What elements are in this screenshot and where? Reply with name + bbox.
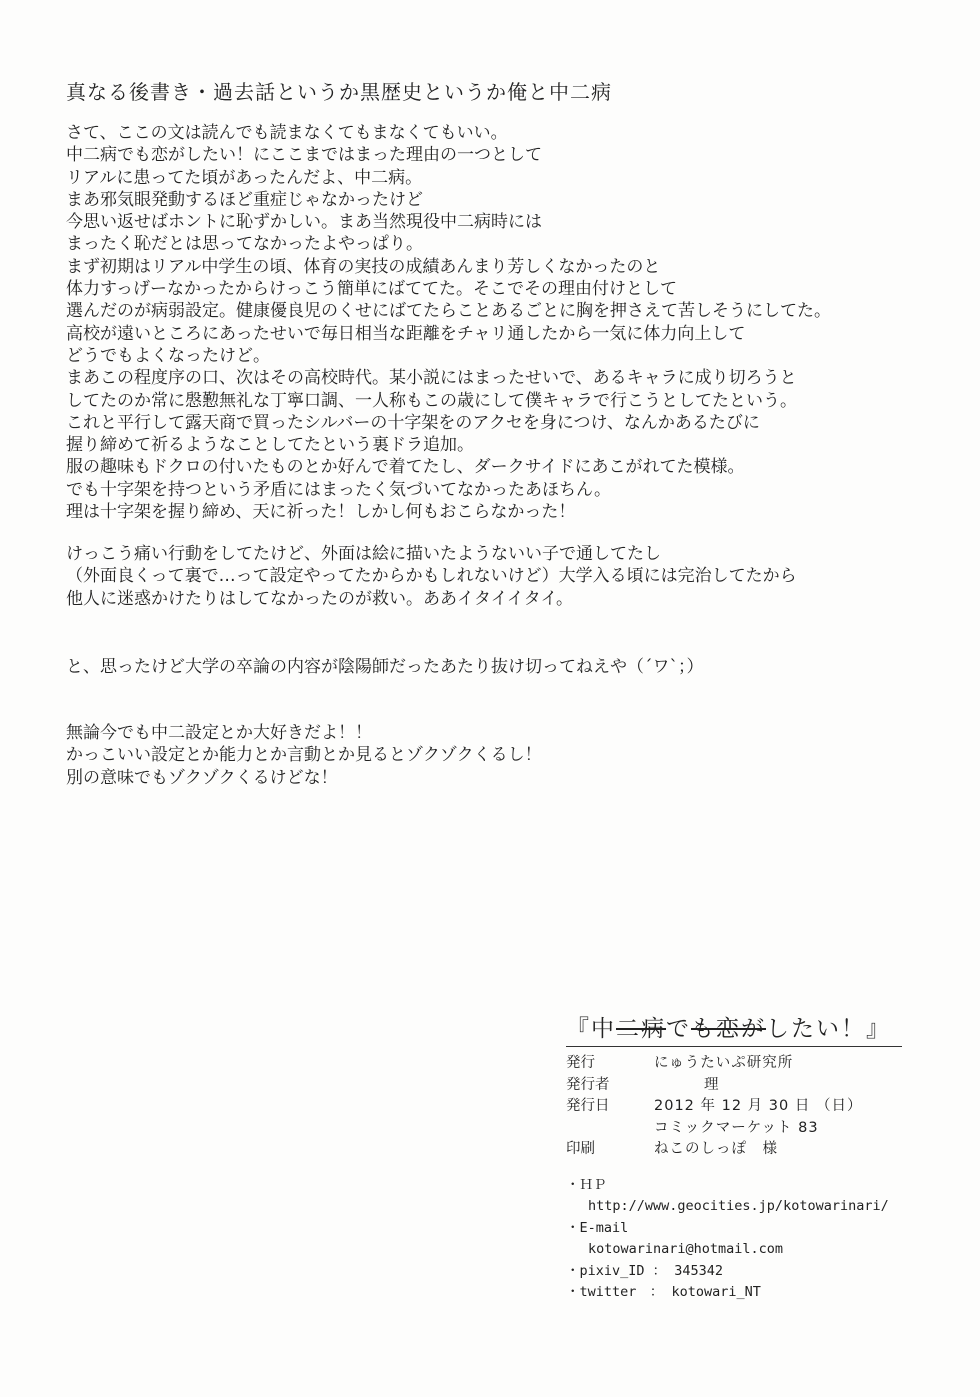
issuer-label: 発行者 <box>566 1076 610 1093</box>
publisher-label: 発行 <box>566 1055 595 1071</box>
text-line: 高校が遠いところにあったせいで毎日相当な距離をチャリ通したから一気に体力向上して <box>66 323 746 344</box>
issuer-value: 理 <box>704 1076 720 1093</box>
text-line: 無論今でも中二設定とか大好きだよ！！ <box>66 723 372 743</box>
text-line: 中二病でも恋がしたい！にここまではまった理由の一つとして <box>66 145 542 166</box>
hp-url: http://www.geocities.jp/kotowarinari/ <box>588 1198 889 1214</box>
text-line: まあ邪気眼発動するほど重症じゃなかったけど <box>66 189 423 210</box>
text-line: さて、ここの文は読んでも読まなくてもまなくてもいい。 <box>66 123 508 143</box>
text-line: リアルに患ってた頃があったんだよ、中二病。 <box>66 167 423 188</box>
date-label: 発行日 <box>566 1098 610 1114</box>
text-line: かっこいい設定とか能力とか言動とか見るとゾクゾクくるし！ <box>66 745 542 766</box>
contact-info <box>566 1175 966 1304</box>
text-line: してたのか常に慇懃無礼な丁寧口調、一人称もこの歳にして僕キャラで行こうとしてたという。 <box>66 390 797 411</box>
title-divider <box>566 1046 902 1047</box>
text-line: まず初期はリアル中学生の頃、体育の実技の成績あんまり芳しくなかったのと <box>66 256 661 277</box>
twitter-handle: ・twitter ： kotowari_NT <box>566 1284 761 1300</box>
text-line: けっこう痛い行動をしてたけど、外面は絵に描いたようないい子で通してたし <box>66 544 661 564</box>
text-line: まあこの程度序の口、次はその高校時代。某小説にはまったせいで、あるキャラに成り切ろうと <box>66 368 797 389</box>
title-struck-text: 二病 <box>616 1016 666 1042</box>
text-line: と、思ったけど大学の卒論の内容が陰陽師だったあたり抜け切ってねえや（´ワ`；） <box>66 657 704 677</box>
text-line: 体力すっげーなかったからけっこう簡単にばててた。そこでその理由付けとして <box>66 279 677 300</box>
issuer-row <box>566 1075 966 1097</box>
event-row <box>566 1118 966 1140</box>
paragraph-2 <box>66 543 797 610</box>
paragraph-4 <box>66 722 542 789</box>
paragraph-3 <box>66 656 704 678</box>
text-line: 理は十字架を握り締め、天に祈った！しかし何もおこらなかった！ <box>66 502 576 523</box>
email-label: ・E-mail <box>566 1219 629 1236</box>
text-line: まったく恥だとは思ってなかったよやっぱり。 <box>66 234 423 255</box>
text-line: （外面良くって裏で…って設定やってたからかもしれないけど）大学入る頃には完治してたから <box>66 566 797 587</box>
publisher-value: にゅうたいぷ研究所 <box>654 1055 794 1071</box>
hp-label: ・ＨＰ <box>566 1176 607 1193</box>
text-line: 服の趣味もドクロの付いたものとか好んで着てたし、ダークサイドにあこがれてた模様。 <box>66 457 745 478</box>
date-value: 2012 年 12 月 30 日 （日） <box>654 1098 863 1114</box>
text-line: 握り締めて祈るようなことしてたという裏ドラ追加。 <box>66 435 474 456</box>
date-row <box>566 1096 966 1118</box>
event-value: コミックマーケット 83 <box>654 1119 819 1136</box>
publisher-row <box>566 1053 966 1075</box>
title-struck-text: も恋が <box>691 1016 766 1042</box>
text-line: これと平行して露天商で買ったシルバーの十字架をのアクセを身につけ、なんかあるたびに <box>66 412 760 433</box>
text-line: 今思い返せばホントに恥ずかしい。まあ当然現役中二病時には <box>66 212 542 233</box>
book-title <box>566 1010 966 1044</box>
text-line: でも十字架を持つという矛盾にはまったく気づいてなかったあほちん。 <box>66 479 612 500</box>
print-row <box>566 1139 966 1161</box>
text-line: 他人に迷惑かけたりはしてなかったのが救い。ああイタイイタイ。 <box>66 588 573 609</box>
title-open: 『中 <box>566 1016 616 1042</box>
pixiv-id: ・pixiv_ID ： 345342 <box>566 1262 724 1279</box>
print-value: ねこのしっぽ 様 <box>654 1141 778 1157</box>
paragraph-1 <box>66 122 831 523</box>
title-close: したい！』 <box>766 1016 891 1042</box>
colophon <box>566 1010 966 1304</box>
print-label: 印刷 <box>566 1141 595 1157</box>
email-value: kotowarinari@hotmail.com <box>588 1241 784 1257</box>
text-line: 別の意味でもゾクゾクくるけどな！ <box>66 767 338 788</box>
afterword-heading: 真なる後書き・過去話というか黒歴史というか俺と中二病 <box>66 80 612 104</box>
text-line: どうでもよくなったけど。 <box>66 345 270 366</box>
title-mid: で <box>666 1016 691 1042</box>
text-line: 選んだのが病弱設定。健康優良児のくせにばてたらことあるごとに胸を押さえて苦しそうにしてた。 <box>66 301 831 322</box>
